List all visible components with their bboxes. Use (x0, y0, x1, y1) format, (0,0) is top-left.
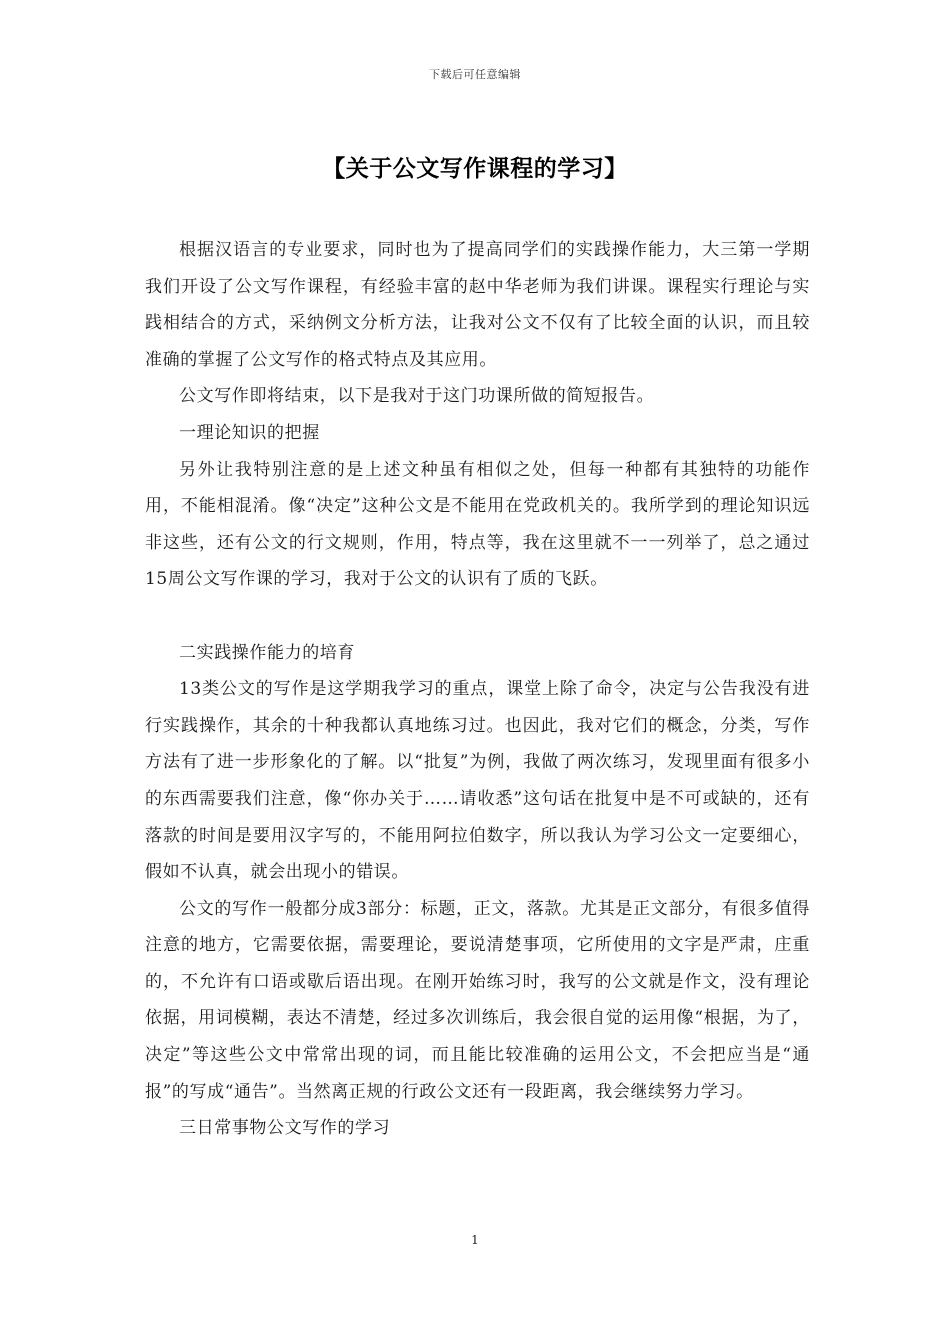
paragraph-structure: 公文的写作一般都分成3部分：标题，正文，落款。尤其是正文部分，有很多值得注意的地方，它需要依据，需要理论，要说清楚事项，它所使用的文字是严肃，庄重的，不允许有口语或歇后语出现。在刚开始练习时，我写的公文就是作文，没有理论依据，用词模糊，表达不清楚，经过多次训练后，我会很自觉的运用像“根据，为了，决定”等这些公文中常常出现的词，而且能比较准确的运用公文，不会把应当是“通报”的写成“通告”。当然离正规的行政公文还有一段距离，我会继续努力学习。 (145, 898, 810, 1102)
section-heading-practice: 二实践操作能力的培育 (179, 642, 355, 663)
paragraph-theory: 另外让我特别注意的是上述文种虽有相似之处，但每一种都有其独特的功能作用，不能相混淆。像“决定”这种公文是不能用在党政机关的。我所学到的理论知识远非这些，还有公文的行文规则，作用，特点等，我在这里就不一一列举了，总之通过15周公文写作课的学习，我对于公文的认识有了质的飞跃。 (145, 459, 810, 590)
document-title: 【关于公文写作课程的学习】 (322, 155, 628, 182)
paragraph-summary: 公文写作即将结束，以下是我对于这门功课所做的简短报告。 (179, 386, 655, 407)
section-heading-theory: 一理论知识的把握 (179, 422, 320, 443)
section-heading-daily: 三日常事物公文写作的学习 (179, 1118, 391, 1139)
document-body (145, 232, 810, 1147)
page-number: 1 (471, 1233, 479, 1247)
page-header-note: 下载后可任意编辑 (429, 68, 521, 81)
blank-line (145, 598, 810, 635)
paragraph-intro: 根据汉语言的专业要求，同时也为了提高同学们的实践操作能力，大三第一学期我们开设了公文写作课程，有经验丰富的赵中华老师为我们讲课。课程实行理论与实践相结合的方式，采纳例文分析方法，让我对公文不仅有了比较全面的认识，而且较准确的掌握了公文写作的格式特点及其应用。 (145, 240, 810, 370)
paragraph-practice: 13类公文的写作是这学期我学习的重点，课堂上除了命令，决定与公告我没有进行实践操作，其余的十种我都认真地练习过。也因此，我对它们的概念，分类，写作方法有了进一步形象化的了解。以“批复”为例，我做了两次练习，发现里面有很多小的东西需要我们注意，像“你办关于……请收悉”这句话在批复中是不可或缺的，还有落款的时间是要用汉字写的，不能用阿拉伯数字，所以我认为学习公文一定要细心，假如不认真，就会出现小的错误。 (145, 679, 810, 883)
